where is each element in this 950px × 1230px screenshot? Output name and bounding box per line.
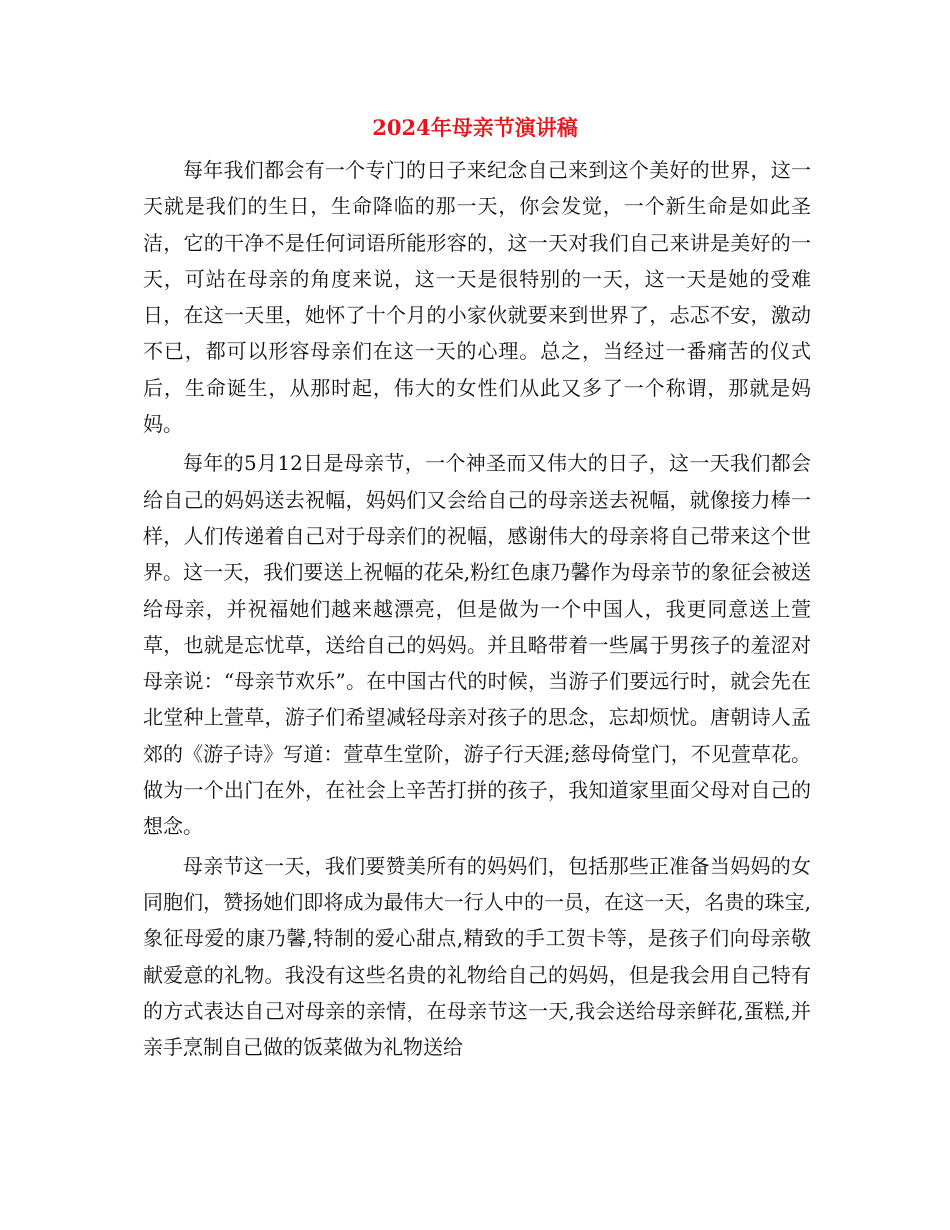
document-title: 2024年母亲节演讲稿 <box>372 115 578 140</box>
paragraph-2: 每年的5月12日是母亲节，一个神圣而又伟大的日子，这一天我们都会给自己的妈妈送去祝幅，妈妈们又会给自己的母亲送去祝幅，就像接力棒一样，人们传递着自己对于母亲们的祝幅，感谢伟大的母亲将自己带来这个世界。这一天，我们要送上祝幅的花朵,粉红色康乃馨作为母亲节的象征会被送给母亲，并祝福她们越来越漂亮，但是做为一个中国人，我更同意送上萱草，也就是忘忧草，送给自己的妈妈。并且略带着一些属于男孩子的羞涩对母亲说：“母亲节欢乐”。在中国古代的时候，当游子们要远行时，就会先在北堂种上萱草，游子们希望减轻母亲对孩子的思念，忘却烦忧。唐朝诗人孟郊的《游子诗》写道：萱草生堂阶，游子行天涯;慈母倚堂门，不见萱草花。做为一个出门在外，在社会上辛苦打拼的孩子，我知道家里面父母对自己的想念。 <box>143 451 811 839</box>
document-body <box>143 152 811 1065</box>
paragraph-1: 每年我们都会有一个专门的日子来纪念自己来到这个美好的世界，这一天就是我们的生日，生命降临的那一天，你会发觉，一个新生命是如此圣洁，它的干净不是任何词语所能形容的，这一天对我们自己来讲是美好的一天，可站在母亲的角度来说，这一天是很特别的一天，这一天是她的受难日，在这一天里，她怀了十个月的小家伙就要来到世界了，忐忑不安，激动不已，都可以形容母亲们在这一天的心理。总之，当经过一番痛苦的仪式后，生命诞生，从那时起，伟大的女性们从此又多了一个称谓，那就是妈妈。 <box>143 158 811 437</box>
paragraph-3: 母亲节这一天，我们要赞美所有的妈妈们，包括那些正准备当妈妈的女同胞们，赞扬她们即将成为最伟大一行人中的一员，在这一天，名贵的珠宝,象征母爱的康乃馨,特制的爱心甜点,精致的手工贺卡等，是孩子们向母亲敬献爱意的礼物。我没有这些名贵的礼物给自己的妈妈，但是我会用自己特有的方式表达自己对母亲的亲情，在母亲节这一天,我会送给母亲鲜花,蛋糕,并亲手烹制自己做的饭菜做为礼物送给 <box>143 853 811 1060</box>
